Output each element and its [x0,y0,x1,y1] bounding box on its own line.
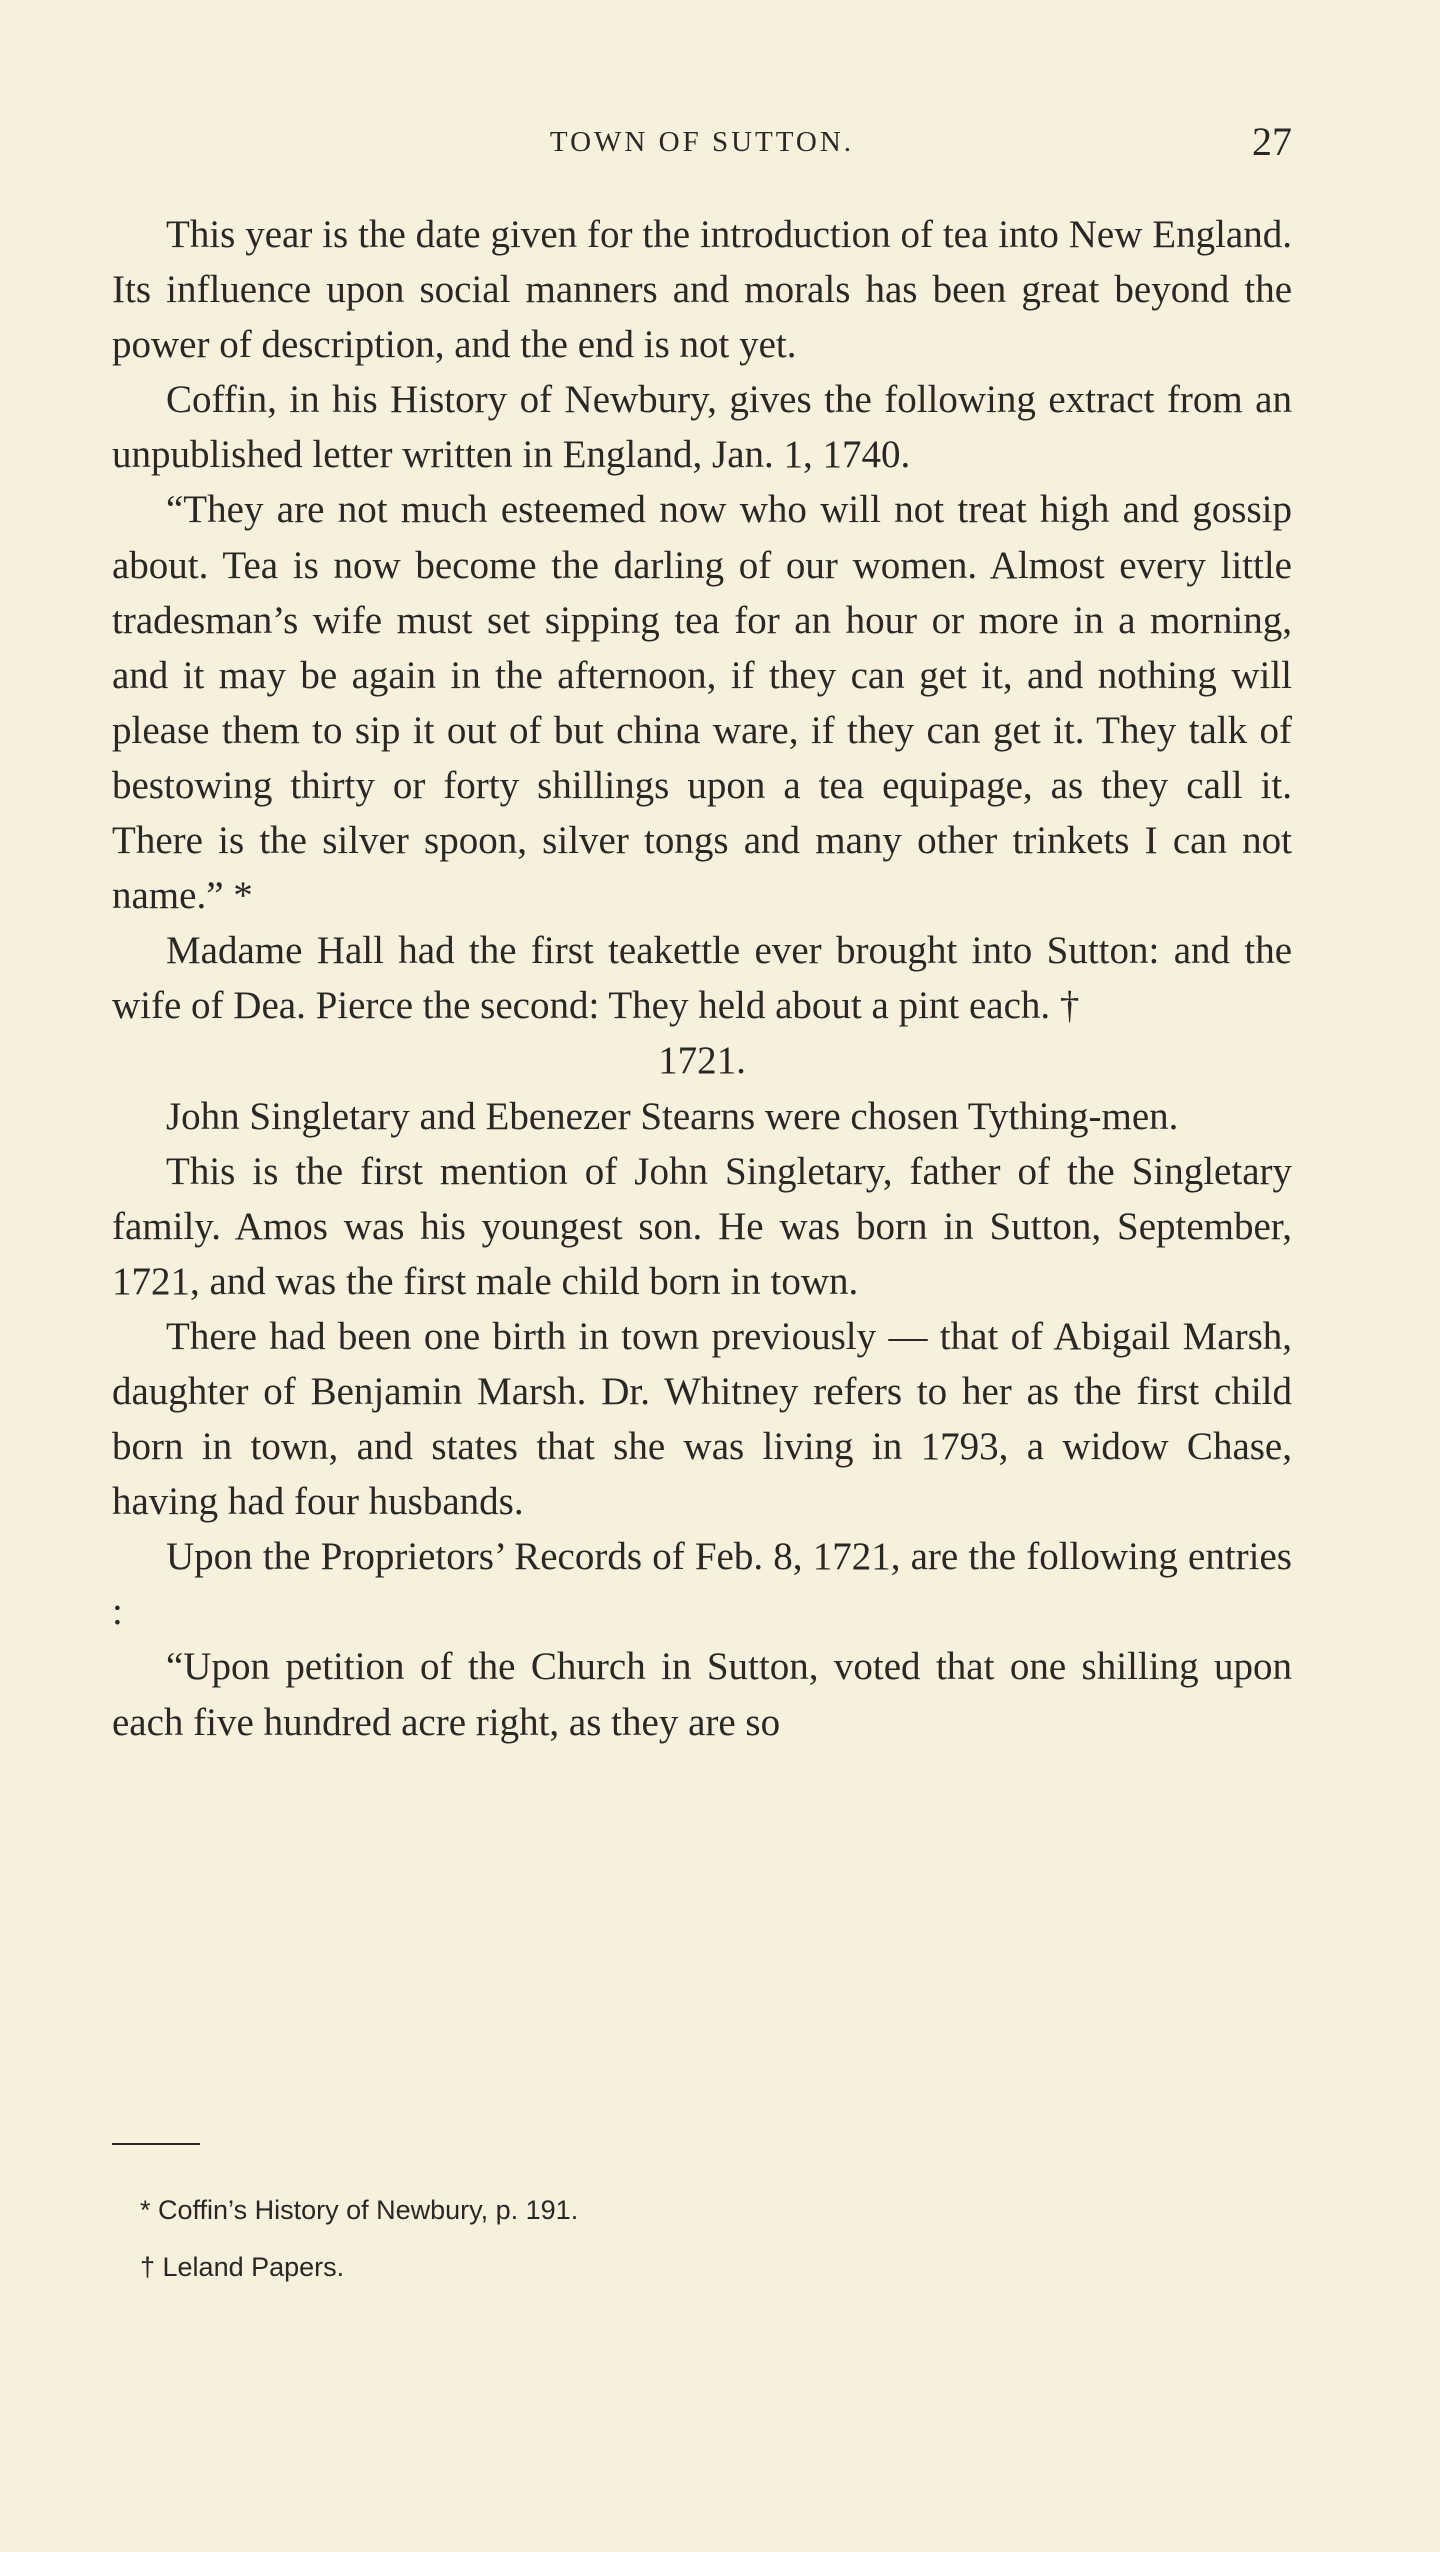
paragraph-proprietors-records: Upon the Proprietors’ Records of Feb. 8, 1721, are the following entries : [112,1535,1292,1634]
footnote-leland: † Leland Papers. [140,2252,345,2282]
paragraph-singletary: This is the first mention of John Singletary, father of the Singletary family. Amos was his youngest son. He was born in Sutton, September, 1721, and was the first male child born in town. [112,1149,1292,1303]
body-text [112,207,1292,1750]
paragraph-church-petition: “Upon petition of the Church in Sutton, voted that one shilling upon each five hundred acre right, as they are so [112,1645,1292,1744]
paragraph-teakettle: Madame Hall had the first teakettle ever brought into Sutton: and the wife of Dea. Pierce the second: They held about a pint each. † [112,929,1292,1028]
running-head [112,118,1292,168]
paragraph-tything-men: John Singletary and Ebenezer Stearns were chosen Tything-men. [166,1094,1179,1138]
year-heading: 1721. [658,1039,746,1083]
footnotes [140,2182,578,2296]
paragraph-letter-quote: “They are not much esteemed now who will not treat high and gossip about. Tea is now become the darling of our women. Almost every little tradesman’s wife must set sipping tea for an hour or more in a morning, and it may be again in the afternoon, if they can get it, and nothing will please them to sip it out of but china ware, if they can get it. They talk of bestowing thirty or forty shillings upon a tea equipage, as they call it. There is the silver spoon, silver tongs and many other trinkets I can not name.” * [112,488,1292,918]
footnote-divider [112,2143,200,2145]
page-number: 27 [1252,119,1292,164]
paragraph-first-birth: There had been one birth in town previously — that of Abigail Marsh, daughter of Benjamin Marsh. Dr. Whitney refers to her as the first child born in town, and states that she was living in 1793, a widow Chase, having had four husbands. [112,1314,1292,1524]
running-title: TOWN OF SUTTON. [549,126,855,158]
paragraph-coffin-extract: Coffin, in his History of Newbury, gives the following extract from an unpublished letter written in England, Jan. 1, 1740. [112,378,1292,477]
footnote-coffin: * Coffin’s History of Newbury, p. 191. [140,2195,579,2225]
paragraph-tea-introduction: This year is the date given for the introduction of tea into New England. Its influence upon social manners and morals has been great beyond the power of description, and the end is not yet. [112,213,1292,367]
